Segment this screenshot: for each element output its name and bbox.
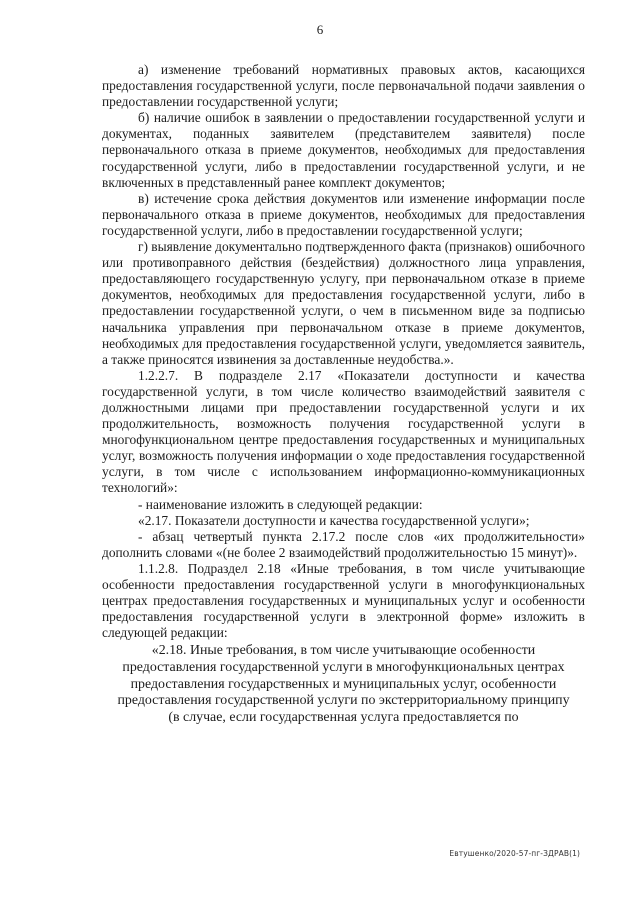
- paragraph-a: а) изменение требований нормативных правовых актов, касающихся предоставления государственной услуги, после первоначальной подачи заявления о предоставлении государственной услуги;: [102, 62, 585, 110]
- heading-line: предоставления государственной услуги по экстерриториальному принципу: [117, 693, 570, 709]
- paragraph-v: в) истечение срока действия документов или изменение информации после первоначального отказа в приеме документов, необходимых для предоставления государственной услуги, либо в предоставлении государственной услуги;: [102, 190, 585, 238]
- section-2-18-heading: [102, 643, 585, 726]
- paragraph-name-change: - наименование изложить в следующей редакции:: [138, 496, 423, 512]
- paragraph-2-17-title: «2.17. Показатели доступности и качества государственной услуги»;: [138, 512, 530, 528]
- page-number: 6: [316, 22, 324, 37]
- paragraph-1-1-2-8: 1.1.2.8. Подраздел 2.18 «Иные требования, в том числе учитывающие особенности предоставления государственной услуги в многофункциональных центрах предоставления государственных и муниципальных услуг и особенности предоставления государственной услуги в электронной форме» изложить в следующей редакции:: [102, 560, 585, 641]
- heading-line: предоставления государственных и муниципальных услуг, особенности: [130, 676, 557, 692]
- paragraph-1-2-2-7: 1.2.2.7. В подразделе 2.17 «Показатели доступности и качества государственной услуги, в том числе количество взаимодействий заявителя с должностными лицами при предоставлении государственной услуги и их продолжительность, возможность получения государственной услуги в многофункциональном центре предоставления государственных и муниципальных услуг, возможность получения информации о ходе предоставления государственной услуги, в том числе с использованием информационно-коммуникационных технологий»:: [102, 367, 585, 496]
- paragraph-b: б) наличие ошибок в заявлении о предоставлении государственной услуги и документах, поданных заявителем (представителем заявителя) после первоначального отказа в приеме документов, необходимых для предоставления государственной услуги, либо в предоставлении государственной услуги, и не включенных в представленный ранее комплект документов;: [102, 110, 585, 190]
- heading-line: (в случае, если государственная услуга предоставляется по: [168, 709, 519, 725]
- heading-line: «2.18. Иные требования, в том числе учитывающие особенности: [151, 643, 536, 659]
- document-body: [102, 62, 585, 726]
- paragraph-g: г) выявление документально подтвержденного факта (признаков) ошибочного или противоправного действия (бездействия) должностного лица управления, предоставляющего государственную услугу, при первоначальном отказе в приеме документов, необходимых для предоставления государственной услуги, либо в предоставлении государственной услуги, о чем в письменном виде за подписью начальника управления при первоначальном отказе в приеме документов, необходимых для предоставления государственной услуги, уведомляется заявитель, а также приносятся извинения за доставленные неудобства.».: [102, 239, 586, 367]
- heading-line: предоставления государственной услуги в многофункциональных центрах: [122, 659, 565, 675]
- document-footer-code: Евтушенко/2020-57-пг-ЗДРАВ(1): [449, 849, 580, 858]
- paragraph-2-17-2: - абзац четвертый пункта 2.17.2 после слов «их продолжительности» дополнить словами «(не более 2 взаимодействий продолжительностью 15 минут)».: [102, 528, 585, 560]
